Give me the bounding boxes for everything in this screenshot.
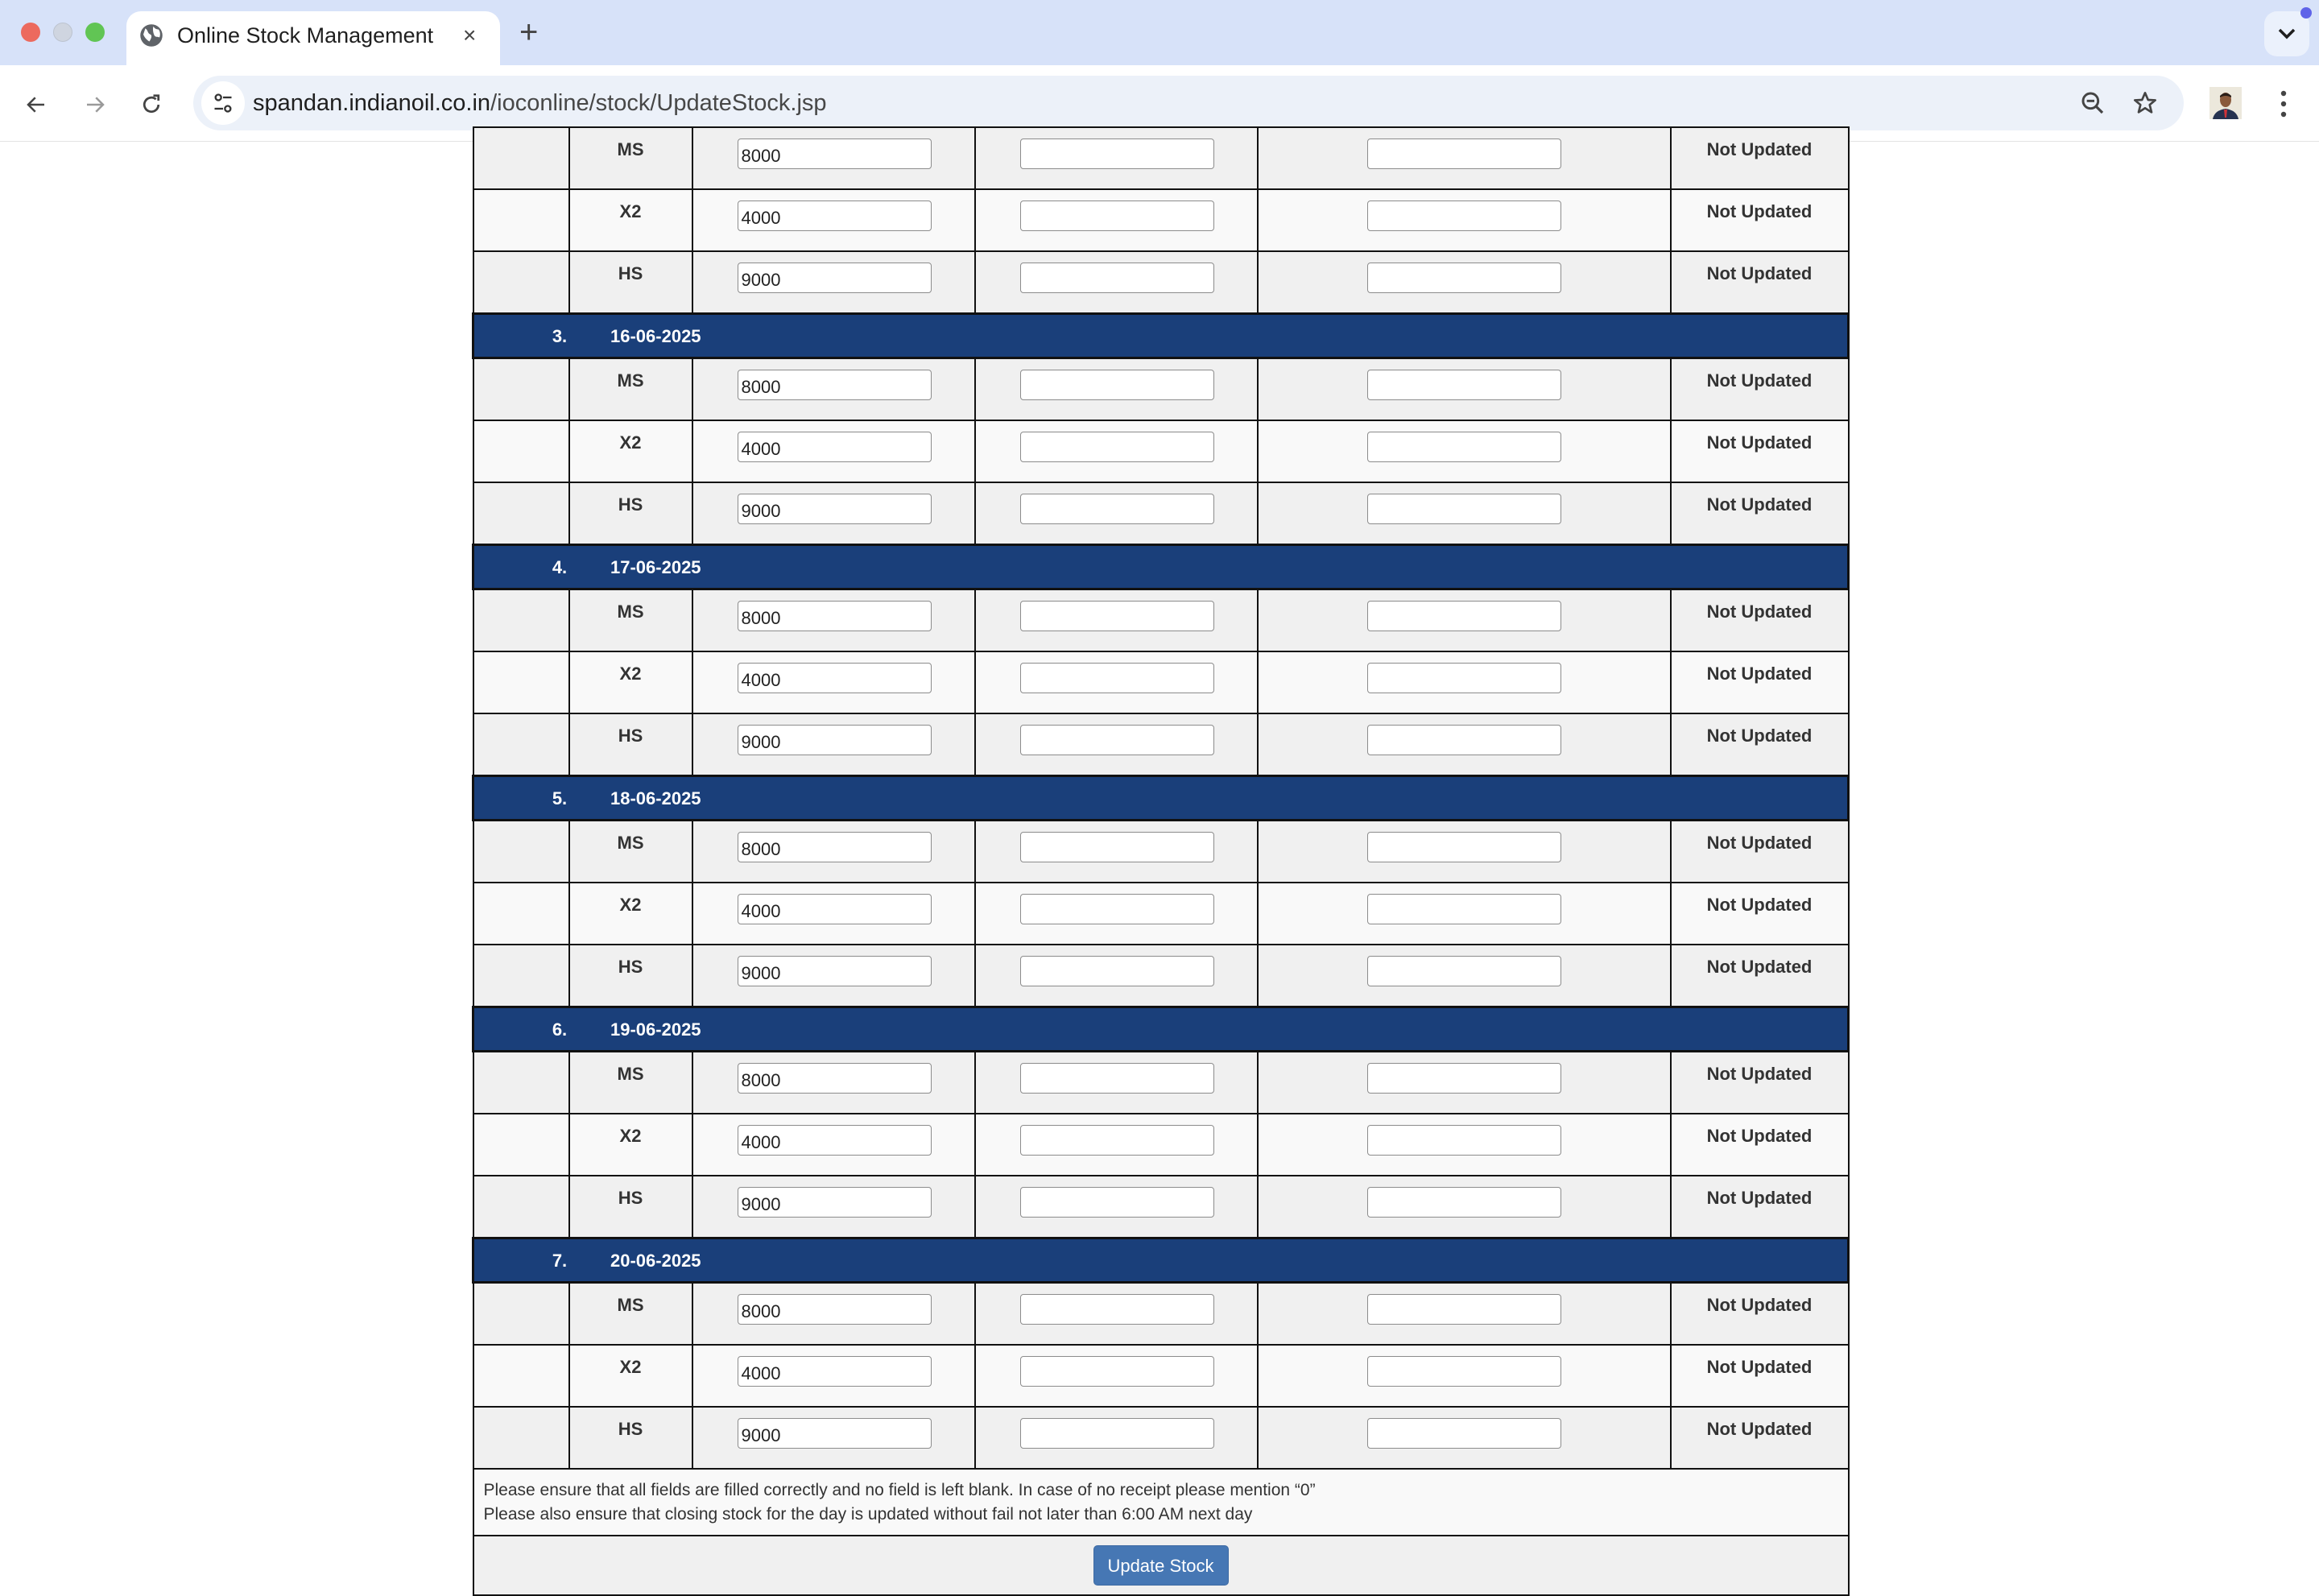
profile-avatar[interactable] (2209, 87, 2242, 119)
field3-cell (1258, 251, 1671, 314)
receipt-input[interactable] (1020, 1187, 1214, 1218)
opening-stock-input[interactable] (738, 201, 932, 231)
product-name: HS (569, 1176, 692, 1238)
serial-cell (473, 420, 569, 482)
opening-stock-input[interactable] (738, 494, 932, 524)
receipt-input[interactable] (1020, 894, 1214, 924)
more-menu-icon[interactable] (2274, 88, 2293, 120)
tune-icon (212, 92, 234, 114)
receipt-input[interactable] (1020, 1356, 1214, 1387)
product-name: HS (569, 251, 692, 314)
value-cell (692, 1407, 975, 1469)
product-row (473, 482, 1849, 545)
opening-stock-input[interactable] (738, 370, 932, 400)
closing-stock-input[interactable] (1367, 1063, 1561, 1094)
back-arrow-icon[interactable] (24, 93, 48, 117)
notes-row (473, 1469, 1849, 1536)
field3-cell (1258, 189, 1671, 251)
field3-cell (1258, 589, 1671, 652)
product-name: HS (569, 482, 692, 545)
serial-cell (473, 1345, 569, 1407)
closing-stock-input[interactable] (1367, 1187, 1561, 1218)
section-date: 18-06-2025 (610, 788, 701, 808)
field2-cell (975, 189, 1258, 251)
closing-stock-input[interactable] (1367, 956, 1561, 986)
status-text: Not Updated (1671, 651, 1849, 713)
product-name: MS (569, 589, 692, 652)
chevron-down-icon (2277, 26, 2296, 42)
field2-cell (975, 482, 1258, 545)
field2-cell (975, 821, 1258, 883)
update-stock-button[interactable]: Update Stock (1093, 1545, 1229, 1586)
product-name: MS (569, 358, 692, 421)
field2-cell (975, 883, 1258, 945)
value-cell (692, 358, 975, 421)
section-number: 3. (552, 326, 568, 346)
receipt-input[interactable] (1020, 725, 1214, 755)
status-text: Not Updated (1671, 1176, 1849, 1238)
receipt-input[interactable] (1020, 956, 1214, 986)
section-date: 19-06-2025 (610, 1019, 701, 1040)
product-name: HS (569, 713, 692, 776)
status-text: Not Updated (1671, 1052, 1849, 1114)
product-row (473, 1176, 1849, 1238)
section-number: 7. (552, 1251, 568, 1271)
section-date: 17-06-2025 (610, 557, 701, 577)
product-row (473, 713, 1849, 776)
date-section-header (473, 545, 1849, 589)
receipt-input[interactable] (1020, 494, 1214, 524)
value-cell (692, 589, 975, 652)
minimize-window-button[interactable] (53, 23, 72, 42)
closing-stock-input[interactable] (1367, 139, 1561, 169)
serial-cell (473, 883, 569, 945)
notes-cell (473, 1469, 1849, 1536)
product-name: X2 (569, 1345, 692, 1407)
address-bar[interactable] (193, 76, 2184, 130)
product-row (473, 589, 1849, 652)
section-date: 20-06-2025 (610, 1251, 701, 1271)
serial-cell (473, 189, 569, 251)
date-section-cell (473, 1007, 1849, 1052)
field3-cell (1258, 945, 1671, 1007)
field3-cell (1258, 482, 1671, 545)
closing-stock-input[interactable] (1367, 725, 1561, 755)
product-name: MS (569, 1052, 692, 1114)
serial-cell (473, 651, 569, 713)
serial-cell (473, 1407, 569, 1469)
note-line-1: Please ensure that all fields are filled correctly and no field is left blank. In case of no receipt please mention “0” (483, 1481, 1316, 1499)
value-cell (692, 1176, 975, 1238)
reload-icon[interactable] (139, 93, 163, 117)
product-name: X2 (569, 1114, 692, 1176)
field3-cell (1258, 420, 1671, 482)
status-text: Not Updated (1671, 821, 1849, 883)
value-cell (692, 1345, 975, 1407)
bookmark-star-icon[interactable] (2132, 90, 2158, 116)
closing-stock-input[interactable] (1367, 201, 1561, 231)
closing-stock-input[interactable] (1367, 894, 1561, 924)
closing-stock-input[interactable] (1367, 370, 1561, 400)
value-cell (692, 821, 975, 883)
closing-stock-input[interactable] (1367, 263, 1561, 293)
receipt-input[interactable] (1020, 663, 1214, 693)
opening-stock-input[interactable] (738, 601, 932, 631)
submit-row (473, 1536, 1849, 1595)
status-text: Not Updated (1671, 1407, 1849, 1469)
field3-cell (1258, 651, 1671, 713)
value-cell (692, 420, 975, 482)
stock-table (472, 126, 1850, 1596)
receipt-input[interactable] (1020, 832, 1214, 862)
product-row (473, 420, 1849, 482)
serial-cell (473, 1176, 569, 1238)
product-name: X2 (569, 651, 692, 713)
closing-stock-input[interactable] (1367, 1356, 1561, 1387)
serial-cell (473, 1283, 569, 1346)
product-name: X2 (569, 189, 692, 251)
product-row (473, 1407, 1849, 1469)
status-text: Not Updated (1671, 251, 1849, 314)
opening-stock-input[interactable] (738, 1187, 932, 1218)
closing-stock-input[interactable] (1367, 494, 1561, 524)
field2-cell (975, 1345, 1258, 1407)
tab-title: Online Stock Management (177, 23, 434, 48)
section-number: 5. (552, 788, 568, 808)
receipt-input[interactable] (1020, 201, 1214, 231)
date-section-cell (473, 776, 1849, 821)
note-line-2: Please also ensure that closing stock for the day is updated without fail not later than 6:00 AM next day (483, 1505, 1253, 1524)
product-name: MS (569, 821, 692, 883)
value-cell (692, 251, 975, 314)
field3-cell (1258, 1407, 1671, 1469)
value-cell (692, 1283, 975, 1346)
status-text: Not Updated (1671, 1345, 1849, 1407)
closing-stock-input[interactable] (1367, 601, 1561, 631)
status-text: Not Updated (1671, 482, 1849, 545)
value-cell (692, 127, 975, 189)
field3-cell (1258, 821, 1671, 883)
close-window-button[interactable] (21, 23, 40, 42)
product-row (473, 358, 1849, 421)
serial-cell (473, 127, 569, 189)
value-cell (692, 651, 975, 713)
serial-cell (473, 821, 569, 883)
product-name: X2 (569, 883, 692, 945)
field2-cell (975, 589, 1258, 652)
opening-stock-input[interactable] (738, 432, 932, 462)
serial-cell (473, 358, 569, 421)
value-cell (692, 189, 975, 251)
status-text: Not Updated (1671, 1283, 1849, 1346)
field2-cell (975, 1114, 1258, 1176)
section-number: 6. (552, 1019, 568, 1040)
notification-dot (2300, 7, 2312, 19)
product-row (473, 1052, 1849, 1114)
url-path: /ioconline/stock/UpdateStock.jsp (490, 90, 827, 116)
opening-stock-input[interactable] (738, 1294, 932, 1325)
serial-cell (473, 713, 569, 776)
status-text: Not Updated (1671, 420, 1849, 482)
receipt-input[interactable] (1020, 370, 1214, 400)
receipt-input[interactable] (1020, 1294, 1214, 1325)
serial-cell (473, 1114, 569, 1176)
opening-stock-input[interactable] (738, 956, 932, 986)
new-tab-button[interactable]: + (519, 14, 539, 50)
globe-icon (139, 23, 163, 48)
browser-tab-bar (0, 0, 2319, 65)
profile-photo-icon (2209, 87, 2242, 119)
field3-cell (1258, 358, 1671, 421)
opening-stock-input[interactable] (738, 663, 932, 693)
field2-cell (975, 1407, 1258, 1469)
receipt-input[interactable] (1020, 263, 1214, 293)
opening-stock-input[interactable] (738, 1418, 932, 1449)
field2-cell (975, 358, 1258, 421)
stock-table-body (473, 127, 1849, 1595)
opening-stock-input[interactable] (738, 894, 932, 924)
opening-stock-input[interactable] (738, 263, 932, 293)
serial-cell (473, 482, 569, 545)
product-row (473, 821, 1849, 883)
receipt-input[interactable] (1020, 1125, 1214, 1156)
closing-stock-input[interactable] (1367, 1125, 1561, 1156)
zoom-out-icon[interactable] (2080, 90, 2106, 116)
close-tab-icon[interactable]: × (463, 23, 477, 48)
field2-cell (975, 651, 1258, 713)
closing-stock-input[interactable] (1367, 1418, 1561, 1449)
closing-stock-input[interactable] (1367, 432, 1561, 462)
product-name: HS (569, 945, 692, 1007)
opening-stock-input[interactable] (738, 139, 932, 169)
submit-cell (473, 1536, 1849, 1595)
date-section-cell (473, 545, 1849, 589)
opening-stock-input[interactable] (738, 1063, 932, 1094)
page-content (0, 139, 2319, 1576)
closing-stock-input[interactable] (1367, 832, 1561, 862)
status-text: Not Updated (1671, 189, 1849, 251)
serial-cell (473, 1052, 569, 1114)
field2-cell (975, 251, 1258, 314)
field3-cell (1258, 883, 1671, 945)
field2-cell (975, 1052, 1258, 1114)
forward-arrow-icon[interactable] (83, 93, 107, 117)
status-text: Not Updated (1671, 945, 1849, 1007)
field2-cell (975, 1283, 1258, 1346)
product-name: MS (569, 1283, 692, 1346)
field2-cell (975, 713, 1258, 776)
date-section-header (473, 1007, 1849, 1052)
section-number: 4. (552, 557, 568, 577)
status-text: Not Updated (1671, 127, 1849, 189)
product-row (473, 189, 1849, 251)
field3-cell (1258, 127, 1671, 189)
date-section-cell (473, 314, 1849, 358)
opening-stock-input[interactable] (738, 1356, 932, 1387)
value-cell (692, 713, 975, 776)
product-name: MS (569, 127, 692, 189)
value-cell (692, 945, 975, 1007)
serial-cell (473, 945, 569, 1007)
field2-cell (975, 420, 1258, 482)
status-text: Not Updated (1671, 358, 1849, 421)
field3-cell (1258, 1283, 1671, 1346)
field3-cell (1258, 713, 1671, 776)
value-cell (692, 1052, 975, 1114)
product-row (473, 1283, 1849, 1346)
product-row (473, 251, 1849, 314)
field3-cell (1258, 1345, 1671, 1407)
field3-cell (1258, 1176, 1671, 1238)
url-text[interactable] (253, 88, 827, 118)
value-cell (692, 482, 975, 545)
field3-cell (1258, 1052, 1671, 1114)
site-info-button[interactable] (201, 81, 245, 125)
value-cell (692, 883, 975, 945)
status-text: Not Updated (1671, 1114, 1849, 1176)
active-tab[interactable] (126, 11, 500, 65)
receipt-input[interactable] (1020, 139, 1214, 169)
tab-search-button[interactable] (2264, 11, 2309, 56)
product-row (473, 651, 1849, 713)
receipt-input[interactable] (1020, 432, 1214, 462)
receipt-input[interactable] (1020, 1063, 1214, 1094)
receipt-input[interactable] (1020, 601, 1214, 631)
serial-cell (473, 251, 569, 314)
field3-cell (1258, 1114, 1671, 1176)
product-row (473, 883, 1849, 945)
product-name: X2 (569, 420, 692, 482)
field2-cell (975, 1176, 1258, 1238)
maximize-window-button[interactable] (85, 23, 105, 42)
status-text: Not Updated (1671, 713, 1849, 776)
product-name: HS (569, 1407, 692, 1469)
field2-cell (975, 945, 1258, 1007)
date-section-header (473, 314, 1849, 358)
section-date: 16-06-2025 (610, 326, 701, 346)
opening-stock-input[interactable] (738, 1125, 932, 1156)
closing-stock-input[interactable] (1367, 663, 1561, 693)
value-cell (692, 1114, 975, 1176)
date-section-cell (473, 1238, 1849, 1283)
url-host: spandan.indianoil.co.in (253, 90, 491, 116)
status-text: Not Updated (1671, 589, 1849, 652)
date-section-header (473, 1238, 1849, 1283)
field2-cell (975, 127, 1258, 189)
product-row (473, 127, 1849, 189)
receipt-input[interactable] (1020, 1418, 1214, 1449)
status-text: Not Updated (1671, 883, 1849, 945)
serial-cell (473, 589, 569, 652)
opening-stock-input[interactable] (738, 832, 932, 862)
product-row (473, 1114, 1849, 1176)
product-row (473, 945, 1849, 1007)
date-section-header (473, 776, 1849, 821)
opening-stock-input[interactable] (738, 725, 932, 755)
closing-stock-input[interactable] (1367, 1294, 1561, 1325)
product-row (473, 1345, 1849, 1407)
